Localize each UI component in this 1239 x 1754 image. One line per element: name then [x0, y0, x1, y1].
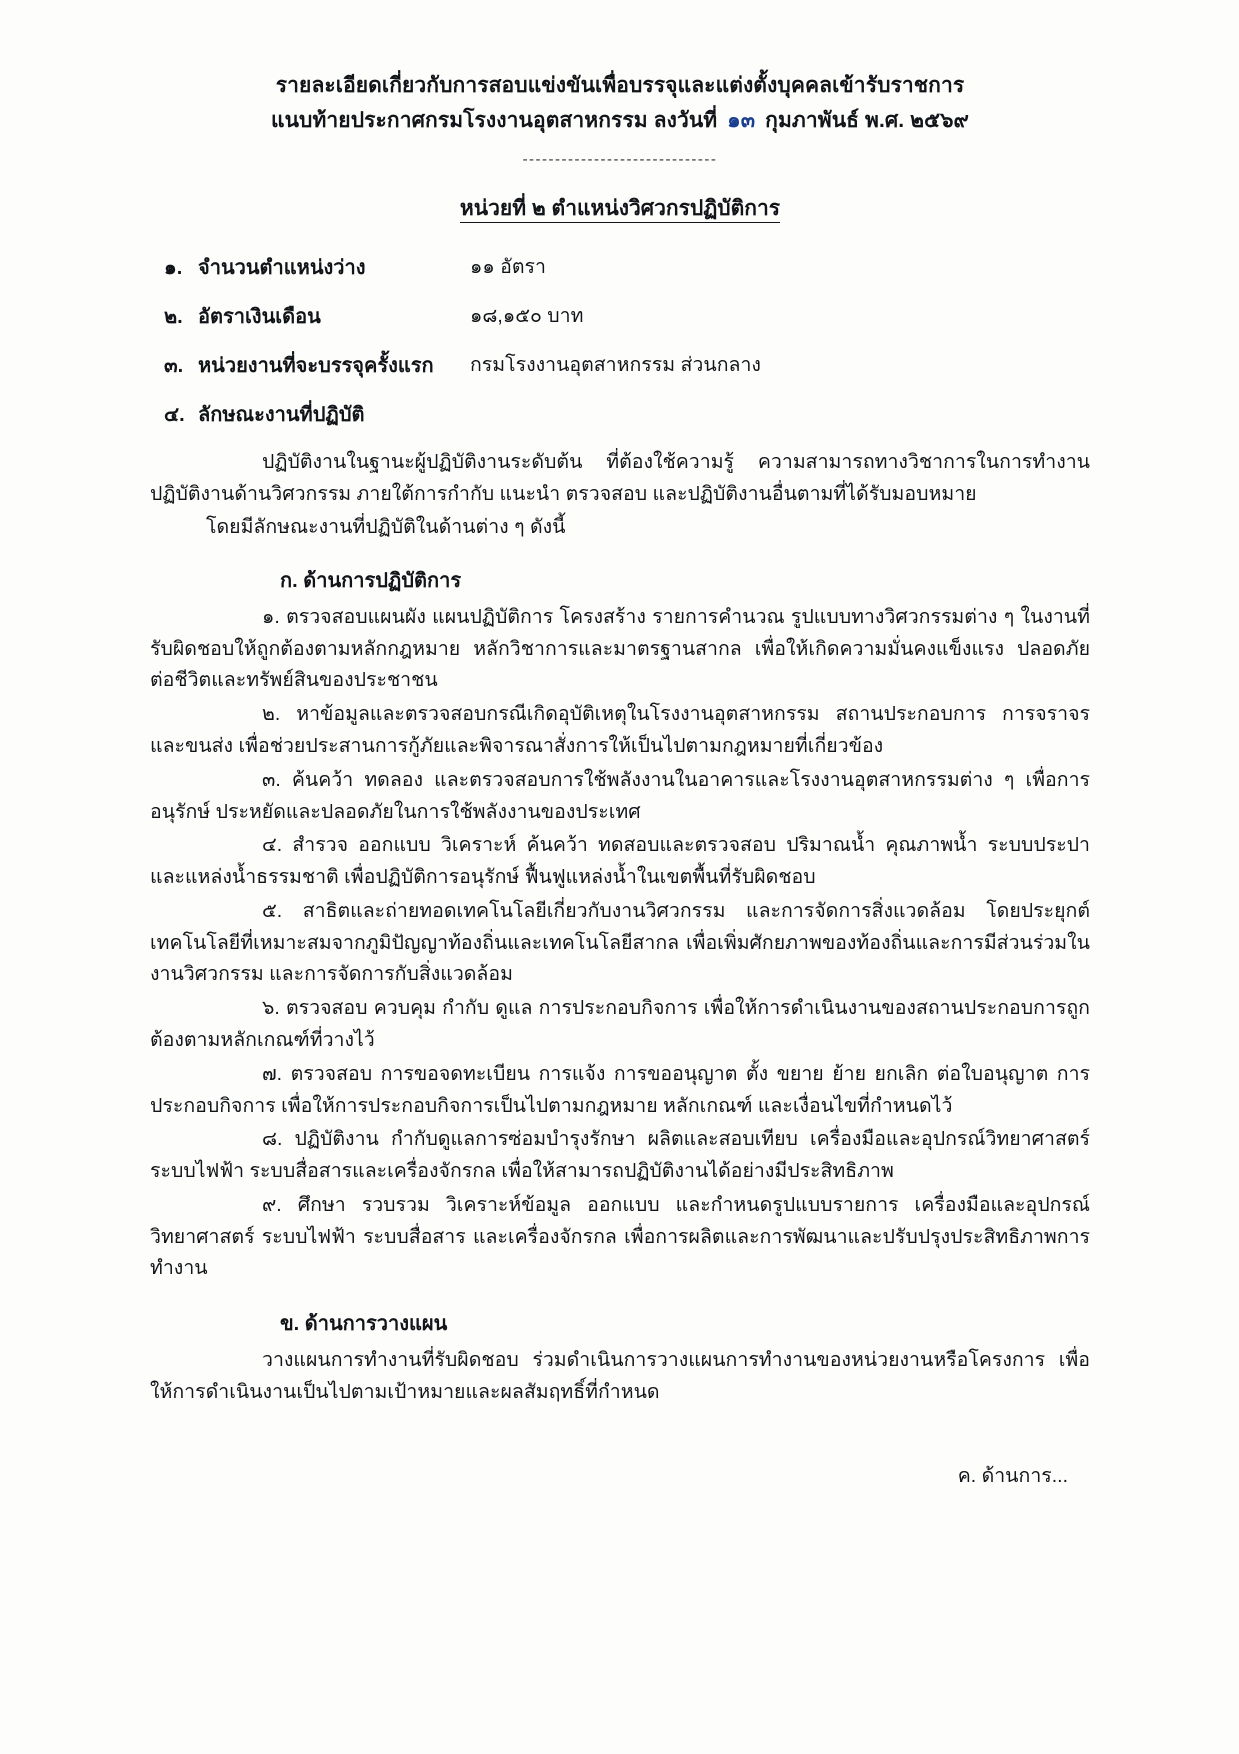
header-line-2-before: แนบท้ายประกาศกรมโรงงานอุตสาหกรรม ลงวันที่	[270, 108, 718, 132]
section-a-paragraph-3: ๓. ค้นคว้า ทดลอง และตรวจสอบการใช้พลังงานในอาคารและโรงงานอุตสาหกรรมต่าง ๆ เพื่อการอนุรักษ์ ประหยัดและปลอดภัยในการใช้พลังงานของประเทศ	[150, 768, 1090, 823]
section-a-paragraph-8: ๘. ปฏิบัติงาน กำกับดูแลการซ่อมบำรุงรักษา ผลิตและสอบเทียบ เครื่องมือและอุปกรณ์วิทยาศาสตร์ ระบบไฟฟ้า ระบบสื่อสารและเครื่องจักรกล เพื่อให้สามารถปฏิบัติงานได้อย่างมีประสิทธิภาพ	[150, 1128, 1090, 1183]
item-number: ๓.	[164, 355, 184, 378]
list-item	[150, 349, 1090, 381]
section-a-body	[150, 602, 1090, 1285]
continuation-note: ค. ด้านการ...	[957, 1465, 1068, 1487]
section-b-paragraph-1: วางแผนการทำงานที่รับผิดชอบ ร่วมดำเนินการวางแผนการทำงานของหน่วยงานหรือโครงการ เพื่อให้การดำเนินงานเป็นไปตามเป้าหมายและผลสัมฤทธิ์ที่กำหนด	[150, 1349, 1090, 1404]
section-a-paragraph-7: ๗. ตรวจสอบ การขอจดทะเบียน การแจ้ง การขออนุญาต ตั้ง ขยาย ย้าย ยกเลิก ต่อใบอนุญาต การประกอบกิจการ เพื่อให้การประกอบกิจการเป็นไปตามกฎหมาย หลักเกณฑ์ และเงื่อนไขที่กำหนดไว้	[150, 1062, 1090, 1117]
separator-dashes: ------------------------------	[522, 151, 718, 169]
item-label: จำนวนตำแหน่งว่าง	[198, 257, 366, 280]
header-line-2	[150, 105, 1090, 138]
unit-title-text: หน่วยที่ ๒ ตำแหน่งวิศวกรปฏิบัติการ	[460, 197, 780, 223]
item-number: ๔.	[164, 404, 185, 427]
intro-paragraph-2: โดยมีลักษณะงานที่ปฏิบัติในด้านต่าง ๆ ดังนี้	[206, 516, 566, 539]
list-item	[150, 300, 1090, 332]
section-a-paragraph-9: ๙. ศึกษา รวบรวม วิเคราะห์ข้อมูล ออกแบบ และกำหนดรูปแบบรายการ เครื่องมือและอุปกรณ์วิทยาศาสตร์ ระบบไฟฟ้า ระบบสื่อสาร และเครื่องจักรกล เพื่อการผลิตและการพัฒนาและปรับปรุงประสิทธิภาพการทำงาน	[150, 1193, 1090, 1280]
list-item	[150, 251, 1090, 283]
item-value: ๑๘,๑๕๐ บาท	[470, 305, 584, 328]
item-value: กรมโรงงานอุตสาหกรรม ส่วนกลาง	[470, 354, 761, 377]
duties-intro	[150, 447, 1090, 544]
section-a-heading: ก. ด้านการปฏิบัติการ	[280, 569, 462, 592]
section-b-body	[150, 1345, 1090, 1409]
section-a-paragraph-6: ๖. ตรวจสอบ ควบคุม กำกับ ดูแล การประกอบกิจการ เพื่อให้การดำเนินงานของสถานประกอบการถูกต้องตามหลักเกณฑ์ที่วางไว้	[150, 997, 1090, 1051]
section-a-paragraph-2: ๒. หาข้อมูลและตรวจสอบกรณีเกิดอุบัติเหตุในโรงงานอุตสาหกรรม สถานประกอบการ การจราจรและขนส่ง เพื่อช่วยประสานการกู้ภัยและพิจารณาสั่งการให้เป็นไปตามกฎหมายที่เกี่ยวข้อง	[150, 703, 1090, 757]
intro-paragraph-1: ปฏิบัติงานในฐานะผู้ปฏิบัติงานระดับต้น ที่ต้องใช้ความรู้ ความสามารถทางวิชาการในการทำงาน ปฏิบัติงานด้านวิศวกรรม ภายใต้การกำกับ แนะนำ ตรวจสอบ และปฏิบัติงานอื่นตามที่ได้รับมอบหมาย	[150, 451, 1090, 505]
item-label: ลักษณะงานที่ปฏิบัติ	[198, 404, 365, 427]
section-a-paragraph-4: ๔. สำรวจ ออกแบบ วิเคราะห์ ค้นคว้า ทดสอบและตรวจสอบ ปริมาณน้ำ คุณภาพน้ำ ระบบประปา และแหล่งน้ำธรรมชาติ เพื่อปฏิบัติการอนุรักษ์ ฟื้นฟูแหล่งน้ำในเขตพื้นที่รับผิดชอบ	[150, 834, 1090, 889]
section-b-heading: ข. ด้านการวางแผน	[280, 1313, 448, 1336]
unit-title	[150, 192, 1090, 225]
section-a-paragraph-5: ๕. สาธิตและถ่ายทอดเทคโนโลยีเกี่ยวกับงานวิศวกรรม และการจัดการสิ่งแวดล้อม โดยประยุกต์เทคโนโลยีที่เหมาะสมจากภูมิปัญญาท้องถิ่นและเทคโนโลยีสากล เพื่อเพิ่มศักยภาพของท้องถิ่นและการมีส่วนร่วมในงานวิศวกรรม และการจัดการกับสิ่งแวดล้อม	[150, 899, 1090, 986]
section-a-paragraph-1: ๑. ตรวจสอบแผนผัง แผนปฏิบัติการ โครงสร้าง รายการคำนวณ รูปแบบทางวิศวกรรมต่าง ๆ ในงานที่รับผิดชอบให้ถูกต้องตามหลักกฎหมาย หลักวิชาการและมาตรฐานสากล เพื่อให้เกิดความมั่นคงแข็งแรง ปลอดภัยต่อชีวิตและทรัพย์สินของประชาชน	[150, 605, 1090, 692]
item-value: ๑๑ อัตรา	[470, 256, 546, 279]
document-body	[150, 70, 1090, 1487]
item-label: หน่วยงานที่จะบรรจุครั้งแรก	[198, 355, 434, 378]
list-item	[150, 398, 1090, 430]
item-number: ๑.	[164, 257, 183, 280]
header-line-2-after: กุมภาพันธ์ พ.ศ. ๒๕๖๙	[765, 108, 970, 132]
announcement-date-handwritten: ๑๓	[727, 108, 756, 132]
item-number: ๒.	[164, 306, 183, 329]
header-line-1: รายละเอียดเกี่ยวกับการสอบแข่งขันเพื่อบรรจุและแต่งตั้งบุคคลเข้ารับราชการ	[275, 74, 965, 97]
info-list	[150, 251, 1090, 430]
item-label: อัตราเงินเดือน	[198, 306, 321, 329]
